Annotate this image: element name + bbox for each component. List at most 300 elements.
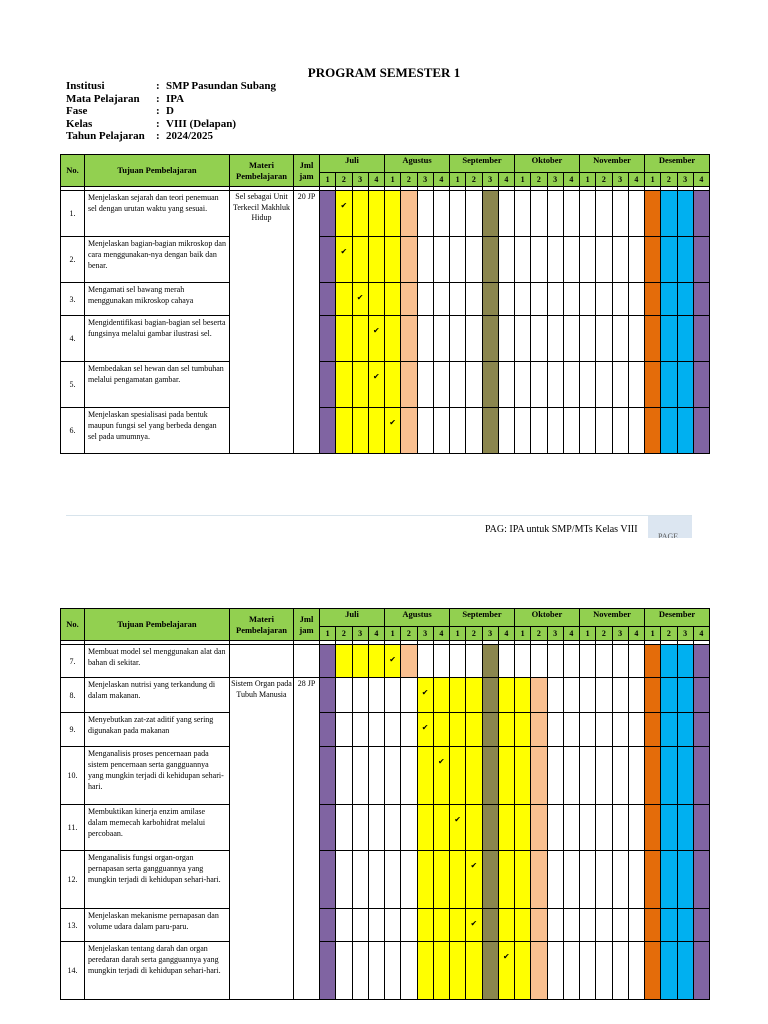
- week-cell: [352, 713, 368, 747]
- week-cell: [580, 678, 596, 713]
- week-cell: [401, 942, 417, 1000]
- week-cell: [385, 805, 401, 851]
- table-row: [61, 362, 710, 408]
- tujuan-pembelajaran: Menjelaskan mekanisme pernapasan dan volume udara dalam paru-paru.: [85, 909, 230, 942]
- week-cell: [352, 237, 368, 283]
- week-cell: [401, 747, 417, 805]
- week-cell: [320, 191, 336, 237]
- week-number: 3: [677, 627, 693, 641]
- month-header: Juli: [320, 609, 385, 627]
- week-cell: [677, 942, 693, 1000]
- week-cell: [612, 362, 628, 408]
- week-cell: [417, 747, 433, 805]
- week-number: 1: [580, 173, 596, 187]
- week-cell: [401, 678, 417, 713]
- week-cell: [336, 678, 352, 713]
- info-separator: :: [156, 117, 160, 130]
- month-header: Agustus: [385, 155, 450, 173]
- week-cell: [498, 851, 514, 909]
- week-cell: [417, 851, 433, 909]
- week-number: 3: [482, 173, 498, 187]
- week-cell: [580, 645, 596, 678]
- week-cell: [645, 283, 661, 316]
- tujuan-pembelajaran: Menganalisis fungsi organ-organ pernapasan serta gangguannya yang mungkin terjadi di kehidupan sehari-hari.: [85, 851, 230, 909]
- week-number: 3: [547, 173, 563, 187]
- week-cell: [596, 942, 612, 1000]
- week-cell: [450, 851, 466, 909]
- week-cell: [531, 283, 547, 316]
- week-number: 2: [401, 173, 417, 187]
- info-row: [66, 93, 276, 106]
- header-tujuan: Tujuan Pembelajaran: [85, 155, 230, 187]
- week-cell: [368, 237, 384, 283]
- week-cell: [531, 362, 547, 408]
- week-cell: [693, 713, 709, 747]
- week-cell: [580, 316, 596, 362]
- week-cell: [547, 316, 563, 362]
- week-cell: [401, 851, 417, 909]
- week-cell: [596, 237, 612, 283]
- week-cell: [385, 362, 401, 408]
- week-cell: [498, 237, 514, 283]
- week-cell: [336, 316, 352, 362]
- week-cell: [336, 747, 352, 805]
- week-cell: [661, 645, 677, 678]
- week-cell: [563, 713, 579, 747]
- week-number: 3: [677, 173, 693, 187]
- week-cell: [515, 713, 531, 747]
- week-cell: [693, 408, 709, 454]
- week-cell: [580, 805, 596, 851]
- week-cell: [433, 237, 449, 283]
- week-cell: [450, 237, 466, 283]
- week-cell: [368, 645, 384, 678]
- week-cell: [596, 909, 612, 942]
- week-cell: [547, 645, 563, 678]
- table-row: [61, 678, 710, 713]
- week-cell: [466, 747, 482, 805]
- week-cell: [401, 283, 417, 316]
- week-cell: [628, 942, 644, 1000]
- week-number: 4: [628, 173, 644, 187]
- header-materi: Materi Pembelajaran: [230, 155, 294, 187]
- week-cell: [515, 408, 531, 454]
- info-row: [66, 130, 276, 143]
- week-cell: [645, 942, 661, 1000]
- week-cell: [661, 851, 677, 909]
- week-cell: [531, 237, 547, 283]
- week-cell: [433, 408, 449, 454]
- header-no: No.: [61, 155, 85, 187]
- week-cell: [417, 237, 433, 283]
- week-cell: [612, 408, 628, 454]
- week-number: 3: [612, 627, 628, 641]
- table-row: [61, 713, 710, 747]
- week-cell: [320, 408, 336, 454]
- week-cell: [677, 909, 693, 942]
- week-cell: [596, 713, 612, 747]
- week-number: 4: [433, 173, 449, 187]
- week-cell: [693, 851, 709, 909]
- week-number: 4: [563, 173, 579, 187]
- week-cell: [401, 362, 417, 408]
- week-cell: [628, 851, 644, 909]
- week-cell: [320, 316, 336, 362]
- week-cell: [531, 747, 547, 805]
- week-cell: [531, 942, 547, 1000]
- week-number: 4: [498, 173, 514, 187]
- week-cell: [677, 283, 693, 316]
- week-number: 4: [368, 627, 384, 641]
- tujuan-pembelajaran: Mengamati sel bawang merah menggunakan mikroskop cahaya: [85, 283, 230, 316]
- week-cell: [368, 747, 384, 805]
- tujuan-pembelajaran: Menjelaskan sejarah dan teori penemuan sel dengan urutan waktu yang sesuai.: [85, 191, 230, 237]
- week-cell: [433, 645, 449, 678]
- week-cell: [547, 805, 563, 851]
- row-number: 10.: [61, 747, 85, 805]
- week-cell: [563, 678, 579, 713]
- row-number: 2.: [61, 237, 85, 283]
- week-number: 1: [450, 173, 466, 187]
- week-cell: [498, 283, 514, 316]
- info-label: Mata Pelajaran: [66, 92, 140, 105]
- week-cell: [547, 909, 563, 942]
- week-cell: [645, 645, 661, 678]
- info-value: D: [166, 105, 174, 117]
- info-value: VIII (Delapan): [166, 117, 236, 130]
- week-cell: [515, 362, 531, 408]
- footer-divider: [66, 515, 692, 516]
- table-row: [61, 237, 710, 283]
- week-cell: [482, 191, 498, 237]
- week-cell: [368, 408, 384, 454]
- week-number: 4: [563, 627, 579, 641]
- week-cell: [693, 191, 709, 237]
- week-cell: [693, 942, 709, 1000]
- week-cell: [368, 713, 384, 747]
- week-cell: [563, 645, 579, 678]
- month-header: Oktober: [515, 609, 580, 627]
- week-cell: [433, 851, 449, 909]
- row-number: 7.: [61, 645, 85, 678]
- week-cell: [417, 316, 433, 362]
- check-mark: ✔: [466, 909, 482, 942]
- week-cell: [515, 191, 531, 237]
- week-number: 2: [401, 627, 417, 641]
- week-cell: [482, 283, 498, 316]
- week-cell: [433, 191, 449, 237]
- row-number: 3.: [61, 283, 85, 316]
- week-cell: [466, 237, 482, 283]
- week-cell: [612, 645, 628, 678]
- row-number: 5.: [61, 362, 85, 408]
- materi-cell: Sistem Organ pada Tubuh Manusia: [230, 678, 294, 1000]
- check-mark: ✔: [466, 851, 482, 909]
- week-cell: [580, 283, 596, 316]
- week-cell: [498, 645, 514, 678]
- week-cell: [628, 191, 644, 237]
- week-cell: [450, 283, 466, 316]
- week-cell: [677, 805, 693, 851]
- week-cell: [336, 283, 352, 316]
- week-cell: [547, 713, 563, 747]
- week-number: 2: [596, 627, 612, 641]
- check-mark: ✔: [417, 713, 433, 747]
- week-number: 2: [466, 173, 482, 187]
- week-cell: [482, 362, 498, 408]
- week-number: 3: [612, 173, 628, 187]
- week-cell: [498, 713, 514, 747]
- tujuan-pembelajaran: Menjelaskan tentang darah dan organ peredaran darah serta gangguannya yang mungkin terjadi di kehidupan sehari-hari.: [85, 942, 230, 1000]
- week-cell: [645, 851, 661, 909]
- week-cell: [693, 678, 709, 713]
- week-cell: [596, 805, 612, 851]
- week-cell: [563, 237, 579, 283]
- check-mark: ✔: [450, 805, 466, 851]
- week-cell: [450, 713, 466, 747]
- week-number: 3: [417, 173, 433, 187]
- header-jml-jam: Jml jam: [294, 155, 320, 187]
- week-cell: [612, 283, 628, 316]
- jml-jam-cell: [294, 645, 320, 678]
- week-cell: [417, 362, 433, 408]
- check-mark: ✔: [336, 237, 352, 283]
- week-cell: [498, 362, 514, 408]
- week-cell: [596, 316, 612, 362]
- week-cell: [450, 408, 466, 454]
- week-number: 1: [515, 627, 531, 641]
- week-number: 1: [515, 173, 531, 187]
- check-mark: ✔: [385, 645, 401, 678]
- week-cell: [661, 805, 677, 851]
- info-separator: :: [156, 105, 160, 117]
- week-cell: [661, 909, 677, 942]
- week-cell: [563, 191, 579, 237]
- week-number: 2: [531, 173, 547, 187]
- week-cell: [482, 316, 498, 362]
- week-cell: [417, 191, 433, 237]
- week-cell: [336, 713, 352, 747]
- week-cell: [482, 747, 498, 805]
- week-cell: [693, 645, 709, 678]
- week-number: 2: [466, 627, 482, 641]
- week-cell: [450, 362, 466, 408]
- week-cell: [515, 237, 531, 283]
- week-cell: [677, 237, 693, 283]
- table-row: [61, 645, 710, 678]
- header-no: No.: [61, 609, 85, 641]
- week-cell: [693, 747, 709, 805]
- week-cell: [320, 747, 336, 805]
- week-cell: [401, 645, 417, 678]
- table-row: [61, 191, 710, 237]
- week-cell: [498, 678, 514, 713]
- week-number: 2: [661, 173, 677, 187]
- week-cell: [515, 645, 531, 678]
- tujuan-pembelajaran: Membuat model sel menggunakan alat dan bahan di sekitar.: [85, 645, 230, 678]
- week-cell: [612, 237, 628, 283]
- week-cell: [661, 713, 677, 747]
- week-cell: [580, 909, 596, 942]
- month-header: November: [580, 155, 645, 173]
- week-cell: [596, 191, 612, 237]
- week-number: 3: [547, 627, 563, 641]
- week-cell: [661, 362, 677, 408]
- row-number: 1.: [61, 191, 85, 237]
- week-cell: [645, 362, 661, 408]
- week-cell: [401, 909, 417, 942]
- month-header: Desember: [645, 155, 710, 173]
- week-cell: [368, 942, 384, 1000]
- week-cell: [482, 909, 498, 942]
- week-cell: [693, 316, 709, 362]
- week-cell: [563, 909, 579, 942]
- week-cell: [596, 851, 612, 909]
- week-cell: [498, 316, 514, 362]
- page-label: PAGE: [658, 532, 679, 538]
- info-value: IPA: [166, 92, 185, 105]
- week-number: 1: [645, 627, 661, 641]
- week-cell: [547, 237, 563, 283]
- week-cell: [320, 237, 336, 283]
- week-cell: [336, 909, 352, 942]
- week-cell: [417, 408, 433, 454]
- week-cell: [612, 942, 628, 1000]
- week-cell: [645, 408, 661, 454]
- week-number: 1: [385, 627, 401, 641]
- week-cell: [628, 645, 644, 678]
- week-cell: [433, 283, 449, 316]
- week-cell: [645, 237, 661, 283]
- week-cell: [450, 316, 466, 362]
- week-cell: [547, 851, 563, 909]
- week-cell: [677, 191, 693, 237]
- row-number: 9.: [61, 713, 85, 747]
- page-number-box: [648, 516, 692, 538]
- info-label: Institusi: [66, 80, 105, 92]
- week-cell: [531, 851, 547, 909]
- week-cell: [531, 191, 547, 237]
- row-number: 6.: [61, 408, 85, 454]
- week-cell: [515, 851, 531, 909]
- week-cell: [515, 747, 531, 805]
- week-cell: [515, 805, 531, 851]
- header-jml-jam: Jml jam: [294, 609, 320, 641]
- week-cell: [466, 805, 482, 851]
- week-cell: [693, 909, 709, 942]
- week-cell: [352, 747, 368, 805]
- week-number: 2: [336, 173, 352, 187]
- week-cell: [417, 909, 433, 942]
- tujuan-pembelajaran: Menjelaskan spesialisasi pada bentuk maupun fungsi sel yang berbeda dengan sel pada umumnya.: [85, 408, 230, 454]
- week-cell: [482, 805, 498, 851]
- week-cell: [596, 408, 612, 454]
- week-cell: [482, 942, 498, 1000]
- check-mark: ✔: [498, 942, 514, 1000]
- week-cell: [645, 747, 661, 805]
- week-cell: [580, 362, 596, 408]
- week-cell: [482, 678, 498, 713]
- week-cell: [612, 909, 628, 942]
- week-cell: [693, 283, 709, 316]
- table-row: [61, 316, 710, 362]
- week-cell: [320, 851, 336, 909]
- check-mark: ✔: [433, 747, 449, 805]
- week-number: 3: [352, 627, 368, 641]
- week-cell: [385, 316, 401, 362]
- week-cell: [320, 678, 336, 713]
- week-cell: [580, 747, 596, 805]
- week-cell: [433, 362, 449, 408]
- week-number: 3: [352, 173, 368, 187]
- row-number: 13.: [61, 909, 85, 942]
- week-cell: [368, 909, 384, 942]
- week-cell: [628, 362, 644, 408]
- week-cell: [498, 747, 514, 805]
- week-cell: [693, 805, 709, 851]
- week-cell: [482, 408, 498, 454]
- week-cell: [547, 408, 563, 454]
- week-cell: [352, 362, 368, 408]
- week-cell: [450, 909, 466, 942]
- week-cell: [563, 805, 579, 851]
- week-cell: [466, 283, 482, 316]
- week-cell: [466, 645, 482, 678]
- row-number: 14.: [61, 942, 85, 1000]
- week-cell: [320, 713, 336, 747]
- week-cell: [515, 909, 531, 942]
- week-cell: [580, 408, 596, 454]
- week-cell: [515, 316, 531, 362]
- check-mark: ✔: [336, 191, 352, 237]
- info-label: Kelas: [66, 117, 93, 130]
- week-number: 1: [320, 173, 336, 187]
- table-row: [61, 805, 710, 851]
- week-cell: [580, 237, 596, 283]
- week-cell: [531, 408, 547, 454]
- week-cell: [385, 747, 401, 805]
- week-cell: [628, 805, 644, 851]
- check-mark: ✔: [352, 283, 368, 316]
- week-cell: [677, 645, 693, 678]
- week-number: 4: [498, 627, 514, 641]
- week-number: 1: [580, 627, 596, 641]
- week-cell: [401, 237, 417, 283]
- week-cell: [677, 713, 693, 747]
- week-cell: [466, 942, 482, 1000]
- week-cell: [320, 362, 336, 408]
- week-cell: [368, 678, 384, 713]
- week-cell: [677, 362, 693, 408]
- check-mark: ✔: [417, 678, 433, 713]
- week-number: 1: [450, 627, 466, 641]
- week-cell: [368, 283, 384, 316]
- week-cell: [612, 191, 628, 237]
- week-cell: [401, 713, 417, 747]
- week-cell: [596, 645, 612, 678]
- month-header: September: [450, 155, 515, 173]
- document-info: [66, 80, 276, 143]
- header-tujuan: Tujuan Pembelajaran: [85, 609, 230, 641]
- week-cell: [466, 678, 482, 713]
- week-number: 3: [482, 627, 498, 641]
- week-cell: [368, 805, 384, 851]
- week-cell: [628, 283, 644, 316]
- week-number: 1: [645, 173, 661, 187]
- week-cell: [352, 645, 368, 678]
- info-separator: :: [156, 130, 160, 142]
- week-cell: [385, 942, 401, 1000]
